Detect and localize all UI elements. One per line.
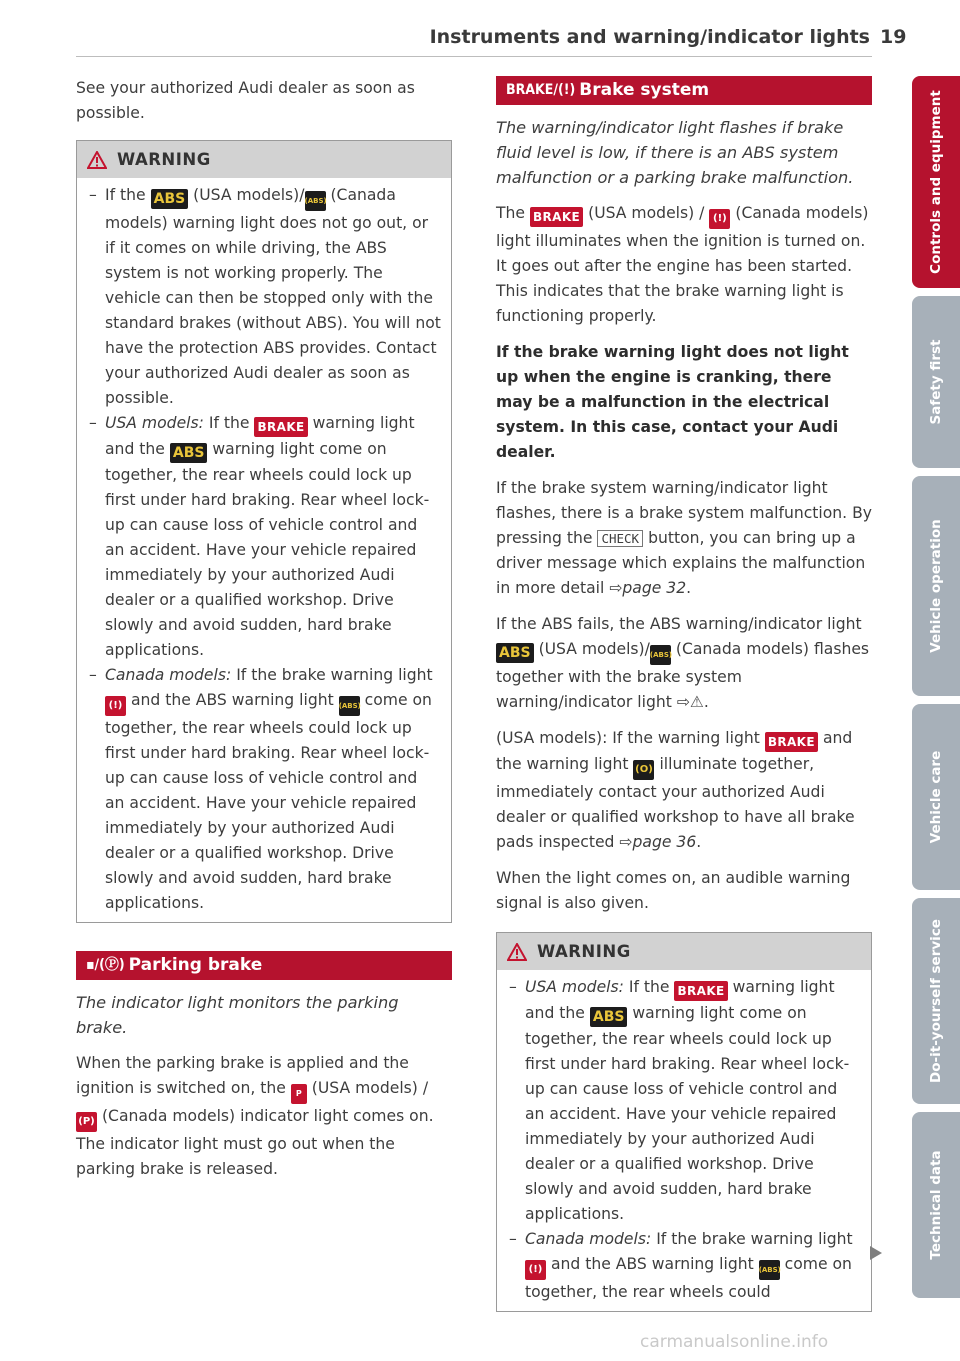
tab-do-it-yourself-service[interactable]: Do-it-yourself service: [912, 898, 960, 1104]
canada-models-label: Canada models:: [525, 1230, 652, 1248]
brake-canada-icon: (!): [709, 209, 730, 229]
brake-system-icon: BRAKE/(!): [506, 82, 576, 98]
park-usa-icon: P: [291, 1084, 307, 1104]
brake-pad-icon: (O): [633, 760, 654, 780]
warning-heading: [77, 141, 451, 178]
usa-models-label: USA models:: [525, 978, 624, 996]
brake-lead: The warning/indicator light flashes if brake fluid level is low, if there is an ABS system malfunction or a parking brake malfunction.: [496, 118, 854, 187]
brake-canada-icon: (!): [525, 1260, 546, 1280]
abs-canada-icon: (ABS): [339, 696, 360, 716]
parking-brake-icon: ▪/(Ⓟ): [86, 957, 125, 973]
abs-canada-icon: (ABS): [650, 645, 671, 665]
brake-usa-icon: BRAKE: [765, 732, 818, 752]
abs-warning-icon: ABS: [151, 189, 189, 209]
parking-lead: The indicator light monitors the parking brake.: [76, 993, 399, 1037]
brake-paragraph-1: The BRAKE (USA models) / (!) (Canada models) light illuminates when the ignition is turned on. It goes out after the engine has been started. This indicates that the brake warning light is functioning properly.: [496, 204, 869, 325]
tab-vehicle-care[interactable]: Vehicle care: [912, 704, 960, 890]
warning-item: – If the ABS (USA models)/(ABS) (Canada models) warning light does not go out, or if it comes on while driving, the ABS system is not working properly. The vehicle can then be stopped only with the standard brakes (without ABS). You will not have the protection ABS provides. Contact your authorized Audi dealer as soon as possible.: [89, 186, 441, 407]
brake-usa-icon: BRAKE: [254, 417, 307, 437]
warning-heading-text: WARNING: [537, 942, 631, 961]
brake-paragraph-3: If the brake system warning/indicator light flashes, there is a brake system malfunction. By pressing the CHECK button, you can bring up a driver message which explains the malfunction in more detail ⇨page 32.: [496, 479, 872, 597]
header-divider: [76, 56, 872, 57]
intro-paragraph: See your authorized Audi dealer as soon as possible.: [76, 79, 415, 122]
warning-box-abs: [76, 140, 452, 923]
warning-ref-icon[interactable]: ⚠: [689, 693, 704, 711]
brake-system-section-heading: BRAKE/(!) Brake system: [496, 76, 872, 105]
warning-heading: [497, 933, 871, 970]
canada-models-label: Canada models:: [105, 666, 232, 684]
parking-paragraph: When the parking brake is applied and the ignition is switched on, the P (USA models) / (P) (Canada models) indicator light comes on. The indicator light must go out when the parking brake is released.: [76, 1054, 434, 1178]
usa-models-label: USA models:: [105, 414, 204, 432]
left-column: [76, 76, 452, 1193]
warning-item: – Canada models: If the brake warning light (!) and the ABS warning light (ABS) come on together, the rear wheels could: [509, 1230, 853, 1301]
brake-paragraph-5: (USA models): If the warning light BRAKE and the warning light (O) illuminate together, immediately contact your authorized Audi dealer or qualified workshop to have all brake pads inspected ⇨page 36.: [496, 729, 855, 851]
warning-item: – Canada models: If the brake warning light (!) and the ABS warning light (ABS) come on together, the rear wheels could lock up first under hard braking. Rear wheel lock-up can cause loss of vehicle control and an accident. Have your vehicle repaired immediately by your authorized Audi dealer or a qualified workshop. Drive slowly and avoid sudden, hard brake applications.: [89, 666, 433, 912]
brake-canada-icon: (!): [105, 696, 126, 716]
warning-triangle-icon: [507, 943, 527, 961]
tab-technical-data[interactable]: Technical data: [912, 1112, 960, 1298]
parking-brake-section-heading: ▪/(Ⓟ) Parking brake: [76, 951, 452, 980]
arrow-ref-icon: ⇨: [676, 693, 690, 711]
brake-usa-icon: BRAKE: [674, 981, 727, 1001]
warning-body: [77, 178, 451, 922]
warning-triangle-icon: [87, 151, 107, 169]
page-ref[interactable]: page 32: [622, 579, 687, 597]
warning-item: – USA models: If the BRAKE warning light and the ABS warning light come on together, the rear wheels could lock up first under hard braking. Rear wheel lock-up can cause loss of vehicle control and an accident. Have your vehicle repaired immediately by your authorized Audi dealer or a qualified workshop. Drive slowly and avoid sudden, hard brake applications.: [89, 414, 430, 659]
warning-body: [497, 970, 871, 1311]
brake-paragraph-2: If the brake warning light does not light up when the engine is cranking, there may be a malfunction in the electrical system. In this case, contact your Audi dealer.: [496, 343, 849, 461]
page-ref[interactable]: page 36: [632, 833, 697, 851]
tab-vehicle-operation[interactable]: Vehicle operation: [912, 476, 960, 696]
check-key: CHECK: [597, 530, 643, 547]
brake-usa-icon: BRAKE: [530, 207, 583, 227]
warning-item: – USA models: If the BRAKE warning light and the ABS warning light come on together, the rear wheels could lock up first under hard braking. Rear wheel lock-up can cause loss of vehicle control and an accident. Have your vehicle repaired immediately by your authorized Audi dealer or a qualified workshop. Drive slowly and avoid sudden, hard brake applications.: [509, 978, 850, 1223]
brake-paragraph-4: If the ABS fails, the ABS warning/indicator light ABS (USA models)/(ABS) (Canada models) flashes together with the brake system warning/indicator light ⇨⚠.: [496, 615, 870, 711]
park-canada-icon: (P): [76, 1112, 97, 1132]
watermark: carmanualsonline.info: [640, 1332, 829, 1352]
warning-box-brake: [496, 932, 872, 1312]
arrow-ref-icon: ⇨: [609, 579, 623, 597]
abs-warning-icon: ABS: [496, 643, 534, 663]
running-header: Instruments and warning/indicator lights: [429, 26, 870, 48]
right-column: [496, 76, 872, 1312]
warning-heading-text: WARNING: [117, 150, 211, 169]
continued-arrow-icon: [870, 1246, 882, 1260]
abs-warning-icon: ABS: [170, 443, 208, 463]
abs-canada-icon: (ABS): [759, 1260, 780, 1280]
arrow-ref-icon: ⇨: [619, 833, 633, 851]
tab-safety-first[interactable]: Safety first: [912, 296, 960, 468]
brake-paragraph-6: When the light comes on, an audible warning signal is also given.: [496, 869, 851, 912]
page-number: 19: [880, 26, 907, 48]
abs-canada-icon: (ABS): [305, 191, 326, 211]
abs-warning-icon: ABS: [590, 1007, 628, 1027]
tab-controls-and-equipment[interactable]: Controls and equipment: [912, 76, 960, 288]
